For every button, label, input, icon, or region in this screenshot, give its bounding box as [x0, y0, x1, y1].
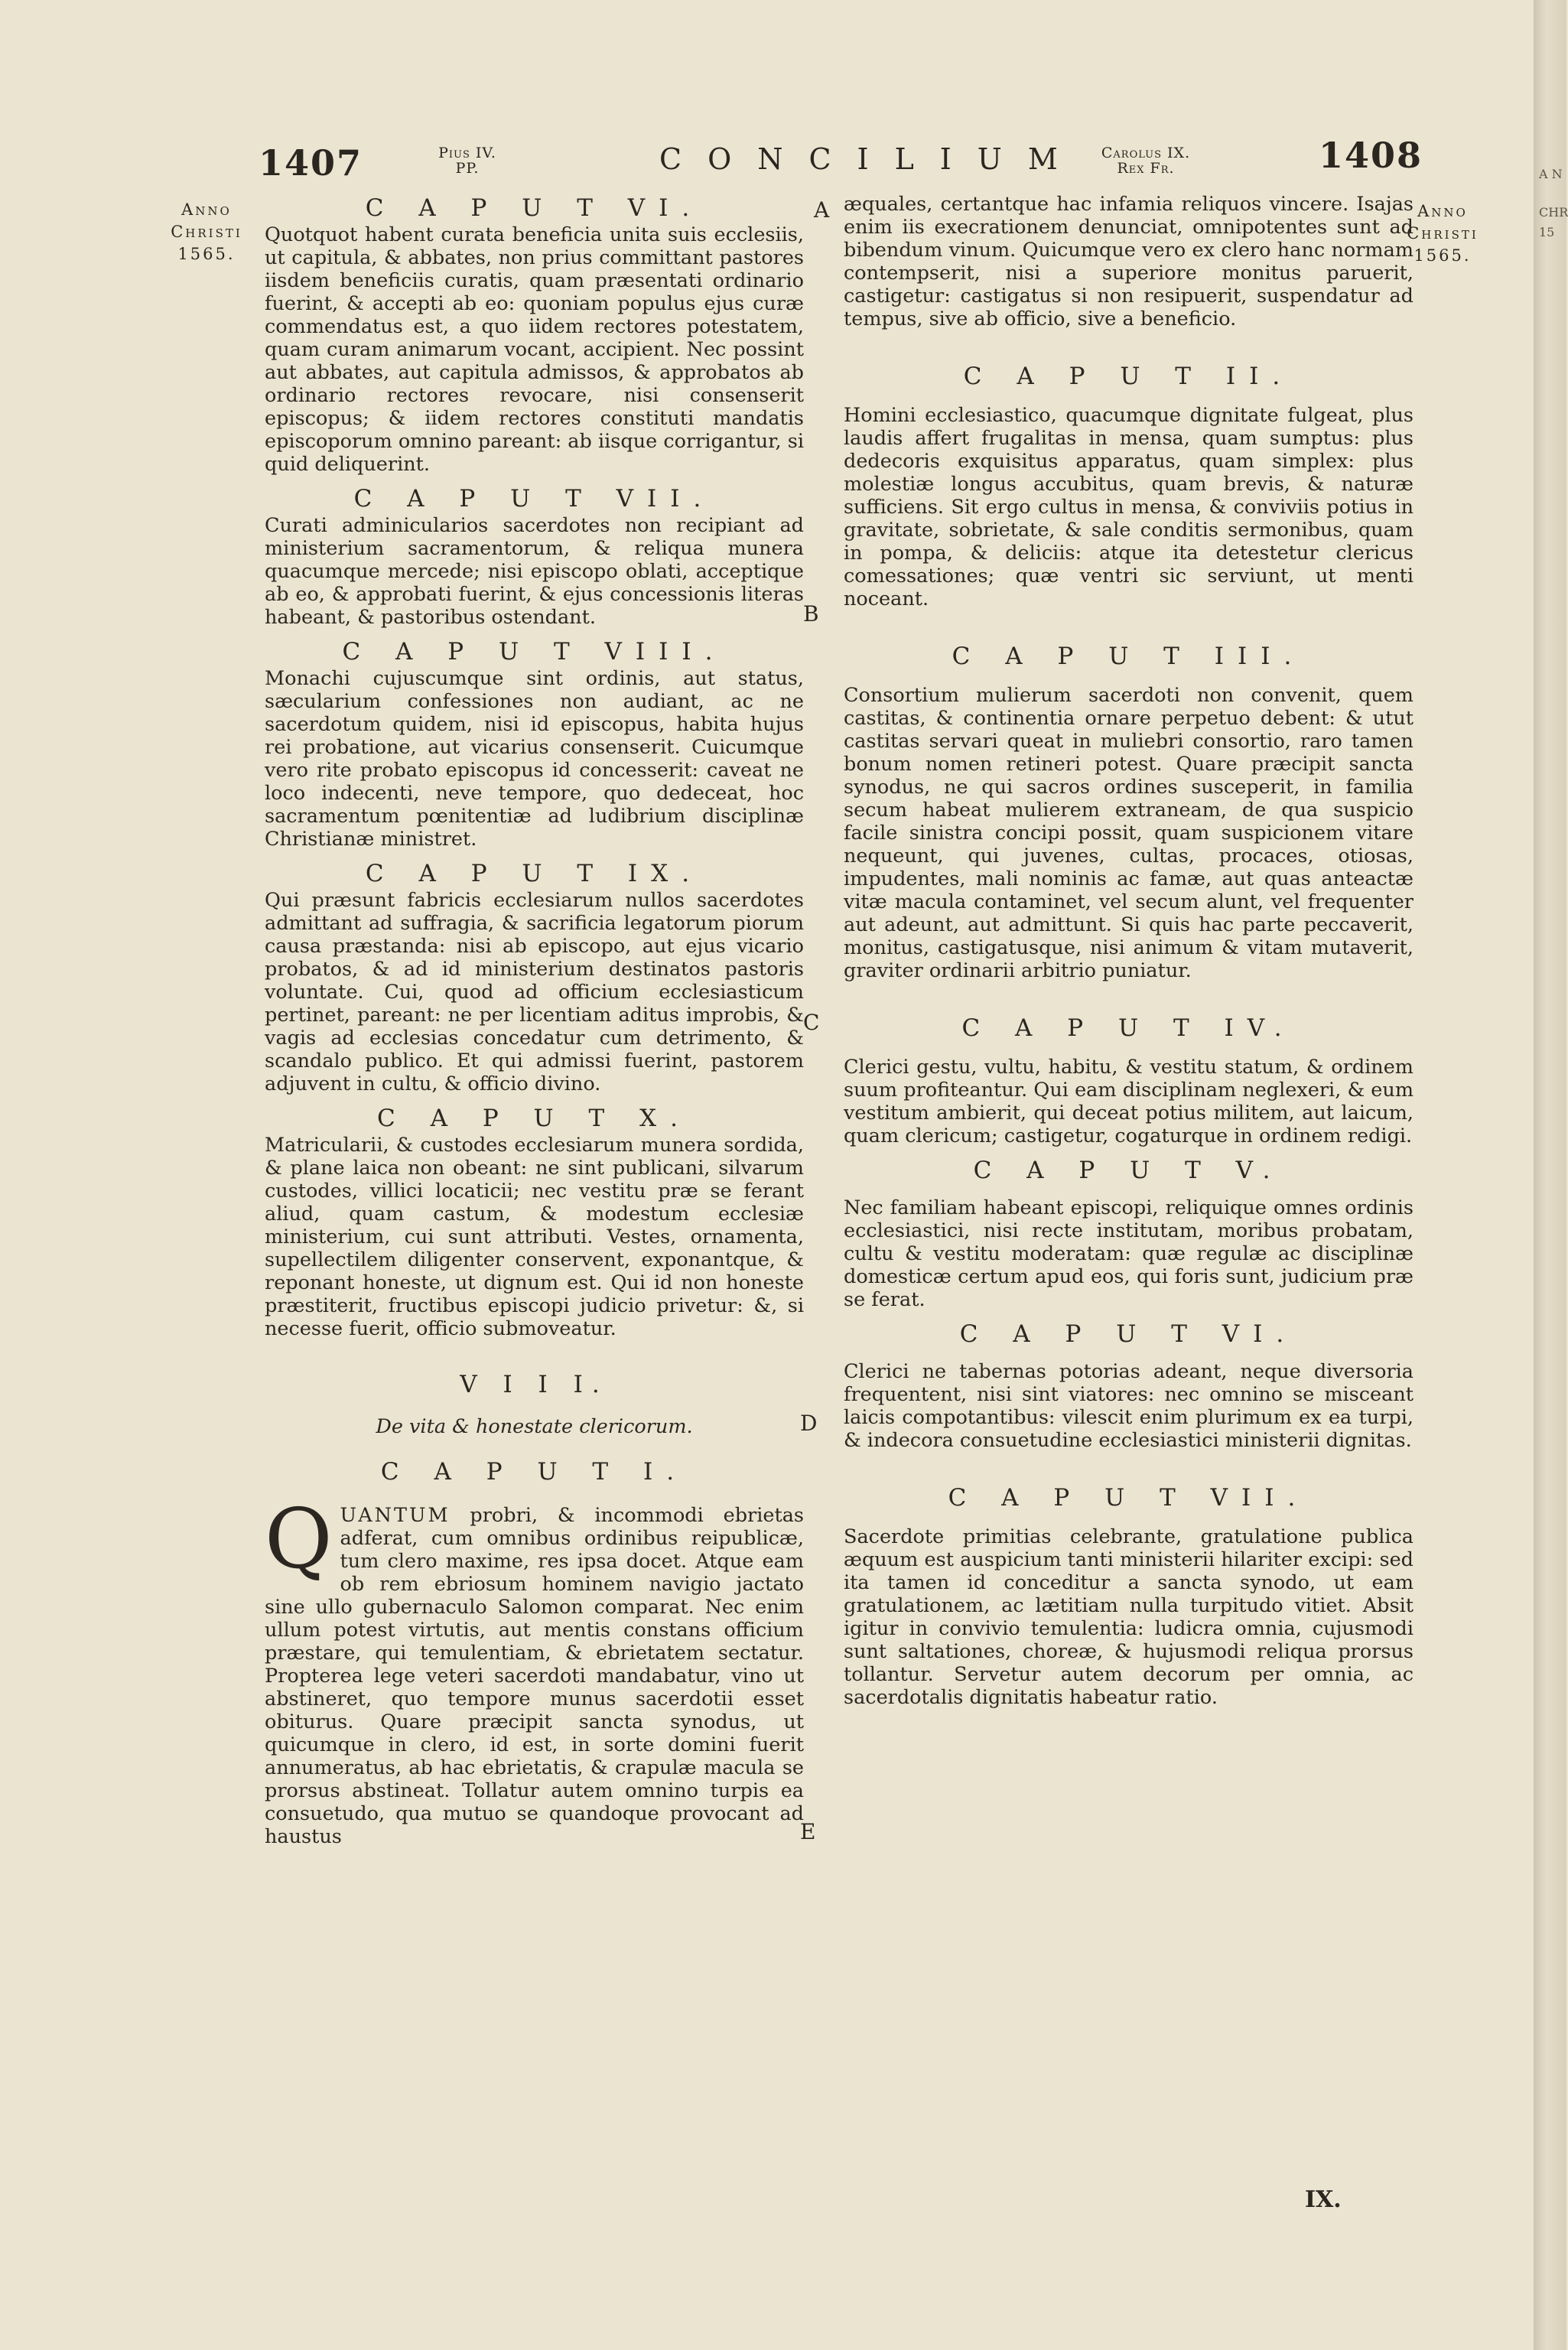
- chapter-heading: C A P U T VII.: [948, 1484, 1309, 1512]
- section-heading: V I I I.: [460, 1371, 609, 1398]
- king-heading: [1096, 145, 1196, 176]
- margin-christi: Christi: [171, 223, 242, 241]
- pope-title: PP.: [455, 160, 480, 177]
- pope-heading: [433, 145, 502, 176]
- chapter-heading: C A P U T I.: [380, 1458, 688, 1486]
- running-title: CONCILIUM: [659, 142, 1084, 176]
- first-word: UANTUM: [340, 1504, 451, 1527]
- chapter-heading: C A P U T IV.: [961, 1014, 1296, 1042]
- chapter-text: Clerici gestu, vultu, habitu, & vestitu statum, & ordinem suum profiteantur. Qui eam disciplinam neglexeri, & eum vestitum ambierit, qui deceat potius militem, aut laicum, quam clericum; castigetur, cogaturque in ordinem redigi.: [844, 1056, 1413, 1147]
- margin-anno: Anno: [1417, 202, 1468, 220]
- drop-cap: Q: [265, 1492, 333, 1587]
- adjacent-page-edge: [1534, 0, 1566, 2350]
- chapter-text: Qui præsunt fabricis ecclesiarum nullos sacerdotes admittant ad suffragia, & sacrificia legatorum piorum causa præstanda: nisi ab episcopo, aut ejus vicario probatos, & ad id ministerium destinatos pastoris voluntate. Cui, quod ad officium ecclesiasticum pertinet, pareant: ne per licentiam aditus improbis, & vagis ad ecclesias concedatur cum detrimento, & scandalo publico. Et qui admissi fuerint, pastorem adjuvent in cultu, & officio divino.: [265, 889, 804, 1095]
- margin-year: 1565.: [177, 245, 236, 263]
- chapter-heading: C A P U T III.: [952, 643, 1306, 670]
- pope-name: Pius IV.: [438, 145, 496, 161]
- page-number-right: 1408: [1319, 135, 1423, 176]
- chapter-text: Sacerdote primitias celebrante, gratulatione publica æquum est auspicium tanti ministerii hilariter excipi: sed ita tamen id conceditur a sancta synodo, ut eam gratulationem, ac lætitiam nulla turpitudo vitiet. Absit igitur in convivio temulentia: ludicra omnia, cujusmodi sunt saltationes, choreæ, & hujusmodi reliqua prorsus tollantur. Servetur autem decorum per omnia, ac sacerdotalis dignitatis habeatur ratio.: [844, 1525, 1413, 1709]
- right-column: [844, 193, 1413, 2151]
- chapter-text: Clerici ne tabernas potorias adeant, neque diversoria frequentent, nisi sint viatores: nec omnino se misceant laicis compotantibus: vilescit enim plurimum ex ea turpi, & indecora consuetudine ecclesiastici ministerii dignitas.: [844, 1360, 1413, 1452]
- chapter-heading: C A P U T IX.: [365, 860, 704, 887]
- section-subtitle: De vita & honestate clericorum.: [376, 1415, 693, 1438]
- section-letter-a: A: [814, 197, 830, 223]
- king-name: Carolus IX.: [1101, 145, 1191, 161]
- chapter-text: Quotquot habent curata beneficia unita suis ecclesiis, ut capitula, & abbates, non prius committant pastores iisdem beneficiis curatis, quam præsentati ordinario fuerint, & accepti ab eo: quoniam populus ejus curæ commendatus est, a quo iidem rectores potestatem, quam curam animarum vocant, accipient. Nec possint aut abbates, aut capitula admissos, & approbatos ab ordinario rectores revocare, nisi consenserit episcopus; & iidem rectores constituti mandatis episcoporum omnino pareant: ab iisque corrigantur, si quid deliquerint.: [265, 223, 804, 476]
- chapter-body: probri, & incommodi ebrietas adferat, cum omnibus ordinibus reipublicæ, tum clero maxime, res ipsa docet. Atque eam ob rem ebriosum hominem navigio jactato sine ullo gubernaculo Salomon comparat. Nec enim ullum potest virtutis, aut mentis constans officium præstare, qui temulentiam, & ebrietatem sectatur. Propterea lege veteri sacerdoti mandabatur, vino ut abstineret, quo tempore munus sacerdotii esset obiturus. Quare præcipit sancta synodus, ut quicumque in clero, id est, in sorte domini fuerit annumeratus, ab hac ebrietatis, & crapulæ macula se prorsus abstineat. Tollatur autem omnino turpis ea consuetudo, qua mutuo se quandoque provocant ad haustus: [265, 1504, 804, 1848]
- chapter-heading: C A P U T VI.: [959, 1320, 1298, 1348]
- edge-text: A N: [1539, 167, 1563, 181]
- chapter-text: Homini ecclesiastico, quacumque dignitate fulgeat, plus laudis affert frugalitas in mensa, quam sumptus: plus dedecoris exquisitus apparatus, quam simplex: plus molestiæ longus accubitus, quam brevis, & naturæ sufficiens. Sit ergo cultus in mensa, & conviviis potius in gravitate, sobrietate, & sale conditis sermonibus, quam in pompa, & deliciis: atque ita detestetur clericus comessationes; quæ ventri sic serviunt, ut menti noceant.: [844, 404, 1413, 610]
- chapter-text: [265, 1492, 804, 1848]
- chapter-heading: C A P U T V.: [973, 1157, 1284, 1184]
- margin-year: 1565.: [1413, 246, 1472, 265]
- page-number-left: 1407: [259, 142, 363, 184]
- margin-year-left: [161, 199, 252, 265]
- chapter-text: Monachi cujuscumque sint ordinis, aut status, sæcularium confessiones non audiant, ac ne sacerdotum quidem, nisi id episcopus, habita hujus rei probatione, aut vicarius consenserit. Cuicumque vero rite probato episcopus id concesserit: caveat ne loco indecenti, neve tempore, quo dedeceat, hoc sacramentum pœnitentiæ ad ludibrium disciplinæ Christianæ ministret.: [265, 667, 804, 851]
- section-letter-d: D: [800, 1411, 818, 1436]
- king-title: Rex Fr.: [1117, 160, 1175, 177]
- chapter-text: Nec familiam habeant episcopi, reliquique omnes ordinis ecclesiastici, nisi recte institutam, moribus probatam, cultu & vestitu moderatam: quæ regulæ ac disciplinæ domesticæ certum apud eos, qui foris sunt, judicium præ se ferat.: [844, 1196, 1413, 1311]
- chapter-heading: C A P U T II.: [963, 363, 1294, 390]
- chapter-heading: C A P U T VII.: [353, 485, 715, 513]
- left-column: [265, 193, 804, 2151]
- section-letter-e: E: [800, 1819, 816, 1844]
- chapter-text: æquales, certantque hac infamia reliquos vincere. Isajas enim iis execrationem denunciat, omnipotentes sunt ad bibendum vinum. Quicumque vero ex clero hanc normam contempserit, nisi a superiore monitus paruerit, castigetur: castigatus si non resipuerit, suspendatur ad tempus, sive ab officio, sive a beneficio.: [844, 193, 1413, 330]
- section-letter-c: C: [803, 1010, 820, 1035]
- margin-christi: Christi: [1407, 224, 1479, 242]
- edge-text: 15: [1539, 225, 1555, 239]
- chapter-text: Curati adminicularios sacerdotes non recipiant ad ministerium sacramentorum, & reliqua munera quacumque mercede; nisi episcopo oblati, acceptique ab eo, & approbati fuerint, & ejus concessionis literas habeant, & pastoribus ostendant.: [265, 514, 804, 629]
- catchword: IX.: [1305, 2186, 1342, 2213]
- chapter-heading: C A P U T VIII.: [342, 638, 727, 666]
- margin-anno: Anno: [181, 200, 232, 219]
- chapter-heading: C A P U T VI.: [365, 194, 704, 222]
- edge-text: CHR: [1539, 205, 1568, 220]
- chapter-text: Matricularii, & custodes ecclesiarum munera sordida, & plane laica non obeant: ne sint publicani, silvarum custodes, villici locaticii; nec vestitu præ se ferant aliud, quam castum, & modestum ecclesiæ ministerium, cui sunt attributi. Vestes, ornamenta, supellectilem diligenter conservent, exponantque, & reponant honeste, ut dignum est. Qui id non honeste præstiterit, fructibus episcopi judicio privetur: &, si necesse fuerit, officio submoveatur.: [265, 1134, 804, 1340]
- chapter-text: Consortium mulierum sacerdoti non convenit, quem castitas, & continentia ornare perpetuo debent: & utut castitas servari queat in muliebri consortio, raro tamen bonum nomen retineri potest. Quare præcipit sancta synodus, ne qui sacros ordines susceperit, in familia secum habeat mulierem extraneam, de qua suspicio facile sinistra concipi possit, quam suspicionem vitare nequeunt, qui juvenes, cultas, procaces, otiosas, impudentes, mali nominis ac famæ, aut quas anteactæ vitæ macula contaminet, vel secum alunt, vel frequenter aut adeunt, aut admittunt. Si quis hac parte peccaverit, monitus, castigatusque, nisi animum & vitam mutaverit, graviter ordinarii arbitrio puniatur.: [844, 684, 1413, 982]
- section-letter-b: B: [803, 601, 819, 627]
- chapter-heading: C A P U T X.: [377, 1105, 691, 1132]
